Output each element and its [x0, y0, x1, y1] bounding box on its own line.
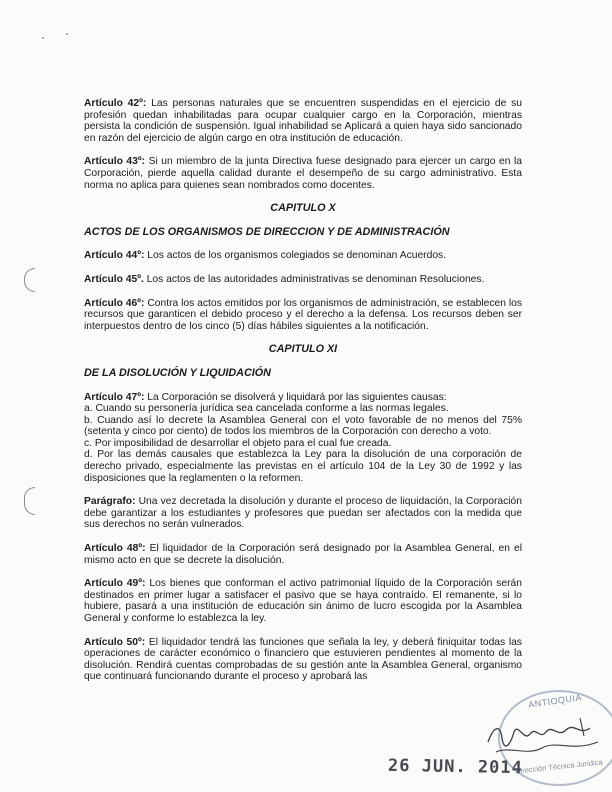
article-46 — [84, 298, 522, 333]
list-item: d. Por las demás causales que establezca la Ley para la disolución de una corporación de derecho privado, especialmente las previstas en el artículo 104 de la Ley 30 de 1992 y las disposiciones que la reglamenten o la reformen. — [84, 449, 522, 484]
article-label: Artículo 42º: — [84, 98, 147, 109]
article-48 — [84, 543, 522, 566]
article-text: La Corporación se disolverá y liquidará por las siguientes causas: — [144, 391, 447, 403]
date-stamp: 26 JUN. 2014 — [387, 755, 523, 779]
handwritten-signature — [480, 712, 610, 758]
article-44 — [84, 250, 522, 262]
article-50 — [84, 637, 522, 683]
article-label: Artículo 46º: — [84, 297, 145, 309]
article-42 — [84, 98, 522, 144]
article-text: Los actos de las autoridades administrativas se denominan Resoluciones. — [143, 273, 485, 285]
article-text: El liquidador tendrá las funciones que señala la ley, y deberá finiquitar todas las operaciones de carácter económico o financiero que estuvieren pendientes al momento de la disolución. Rendirá cuentas comprobadas de su gestión ante la Asamblea General, organismo que continuará funcionando durante el proceso y aprobará las — [84, 636, 523, 683]
article-47-intro — [84, 392, 522, 404]
chapter-10-subtitle: ACTOS DE LOS ORGANISMOS DE DIRECCION Y DE ADMINISTRACIÓN — [84, 225, 450, 238]
paragrafo-text: Una vez decretada la disolución y durante el proceso de liquidación, la Corporación debe garantizar a los estudiantes y profesores que puedan ser afectados con la medida que sus derechos no serán vulnerados. — [84, 496, 522, 531]
article-text: Si un miembro de la junta Directiva fuese designado para ejercer un cargo en la Corporación, pierde aquella calidad durante el desempeño de su cargo administrativo. Esta norma no aplica para quienes sean nombrados como docentes. — [84, 156, 522, 191]
article-label: Artículo 47º: — [84, 391, 145, 403]
article-text: Contra los actos emitidos por los organismos de administración, se establecen los recursos que garanticen el debido proceso y el derecho a la defensa. Los recursos deben ser interpuestos dentro de los cinco (5) días hábiles siguientes a la notificación. — [84, 297, 522, 332]
seal-top-text: ANTIOQUIA — [527, 692, 583, 710]
article-43 — [84, 156, 522, 191]
article-label: Artículo 43º: — [84, 156, 146, 168]
article-label: Artículo 45º. — [84, 273, 144, 285]
article-49 — [84, 578, 522, 624]
article-label: Artículo 48º: — [84, 543, 146, 555]
article-text: Los actos de los organismos colegiados se denominan Acuerdos. — [144, 250, 447, 262]
article-text: El liquidador de la Corporación será designado por la Asamblea General, en el mismo acto en que se decrete la disolución. — [84, 543, 522, 566]
article-text: Las personas naturales que se encuentren suspendidas en el ejercicio de su profesión quedan inhabilitadas para ocupar cualquier cargo en la Corporación, mientras persista la condición de suspensión. Igual inhabilidad se Aplicará a quien haya sido sancionado en razón del ejercicio de algún cargo en otra institución de educación. — [84, 98, 522, 144]
seal-bottom-text: Dirección Técnica Jurídica — [514, 757, 604, 776]
paragrafo — [84, 496, 522, 531]
document-body — [84, 98, 522, 695]
list-item: c. Por imposibilidad de desarrollar el objeto para el cual fue creada. — [84, 437, 392, 449]
article-47 — [84, 392, 522, 485]
article-text: Los bienes que conforman el activo patrimonial líquido de la Corporación serán destinados en primer lugar a satisfacer el pasivo que se haya contraído. El remanente, si lo hubiere, pasará a una institución de educación sin ánimo de lucro escogida por la Asamblea General y conforme lo establezca la ley. — [84, 578, 522, 624]
list-item: a. Cuando su personería jurídica sea cancelada conforme a las normas legales. — [84, 403, 449, 415]
chapter-11-subtitle: DE LA DISOLUCIÓN Y LIQUIDACIÓN — [84, 366, 271, 379]
chapter-11-title: CAPITULO XI — [268, 343, 338, 356]
punch-hole-mark — [24, 268, 35, 292]
scan-speck — [42, 37, 44, 39]
article-label: Artículo 50º: — [84, 636, 146, 648]
chapter-10-title: CAPITULO X — [270, 202, 336, 215]
article-45 — [84, 274, 522, 286]
paragrafo-label: Parágrafo: — [84, 496, 136, 508]
scan-speck — [66, 33, 68, 35]
punch-hole-mark — [24, 487, 35, 515]
article-label: Artículo 44º: — [84, 250, 145, 262]
article-label: Artículo 49º: — [84, 578, 146, 590]
list-item: b. Cuando así lo decrete la Asamblea General con el voto favorable de no menos del 75% (setenta y cinco por ciento) de todos los miembros de la Corporación con derecho a voto. — [84, 414, 522, 438]
